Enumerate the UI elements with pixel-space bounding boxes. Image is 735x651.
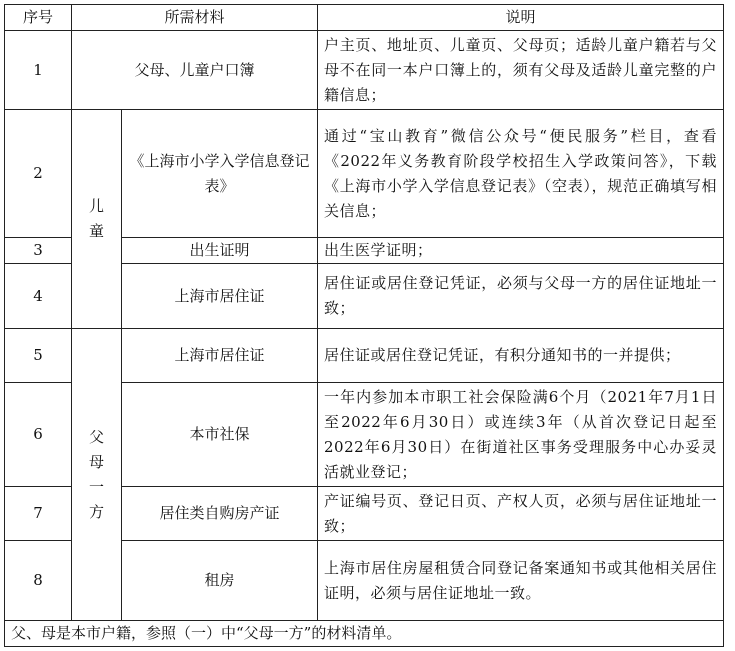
group-char: 一 — [88, 477, 104, 496]
row-number: 3 — [5, 238, 72, 264]
row-material: 出生证明 — [122, 238, 318, 264]
group-char: 父 — [88, 427, 104, 446]
row-number: 2 — [5, 110, 72, 238]
table-row — [5, 110, 724, 238]
row-number: 8 — [5, 541, 72, 621]
materials-table — [4, 4, 724, 647]
row-material: 居住类自购房产证 — [122, 487, 318, 541]
row-description: 居住证或居住登记凭证，必须与父母一方的居住证地址一致； — [318, 264, 724, 329]
header-material: 所需材料 — [72, 5, 318, 31]
table-row — [5, 329, 724, 383]
header-desc: 说明 — [318, 5, 724, 31]
row-number: 7 — [5, 487, 72, 541]
row-description: 出生医学证明； — [318, 238, 724, 264]
row-description: 一年内参加本市职工社会保险满6个月（2021年7月1日至2022年6月30日）或连续3年（从首次登记日起至2022年6月30日）在街道社区事务受理服务中心办妥灵活就业登记； — [318, 383, 724, 487]
row-material: 租房 — [122, 541, 318, 621]
group-label-child — [72, 110, 122, 329]
row-number: 4 — [5, 264, 72, 329]
group-char: 童 — [88, 222, 104, 240]
row-description: 居住证或居住登记凭证，有积分通知书的一并提供； — [318, 329, 724, 383]
footer-row — [5, 621, 724, 647]
group-char: 方 — [88, 502, 104, 521]
row-material: 《上海市小学入学信息登记表》 — [122, 110, 318, 238]
row-number: 1 — [5, 31, 72, 110]
row-material: 上海市居住证 — [122, 329, 318, 383]
row-description: 户主页、地址页、儿童页、父母页；适龄儿童户籍若与父母不在同一本户口簿上的，须有父母及适龄儿童完整的户籍信息； — [318, 31, 724, 110]
group-label-parent — [72, 329, 122, 621]
row-description: 产证编号页、登记日页、产权人页，必须与居住证地址一致； — [318, 487, 724, 541]
row-description: 上海市居住房屋租赁合同登记备案通知书或其他相关居住证明，必须与居住证地址一致。 — [318, 541, 724, 621]
row-number: 6 — [5, 383, 72, 487]
header-row — [5, 5, 724, 31]
footer-note: 父、母是本市户籍，参照（一）中“父母一方”的材料清单。 — [5, 621, 724, 647]
row-number: 5 — [5, 329, 72, 383]
row-material: 本市社保 — [122, 383, 318, 487]
row-material: 上海市居住证 — [122, 264, 318, 329]
row-material: 父母、儿童户口簿 — [72, 31, 318, 110]
group-char: 儿 — [88, 197, 104, 215]
row-description: 通过“宝山教育”微信公众号“便民服务”栏目，查看《2022年义务教育阶段学校招生入学政策问答》，下载《上海市小学入学信息登记表》（空表），规范正确填写相关信息； — [318, 110, 724, 238]
group-char: 母 — [88, 452, 104, 471]
table-row — [5, 31, 724, 110]
header-no: 序号 — [5, 5, 72, 31]
